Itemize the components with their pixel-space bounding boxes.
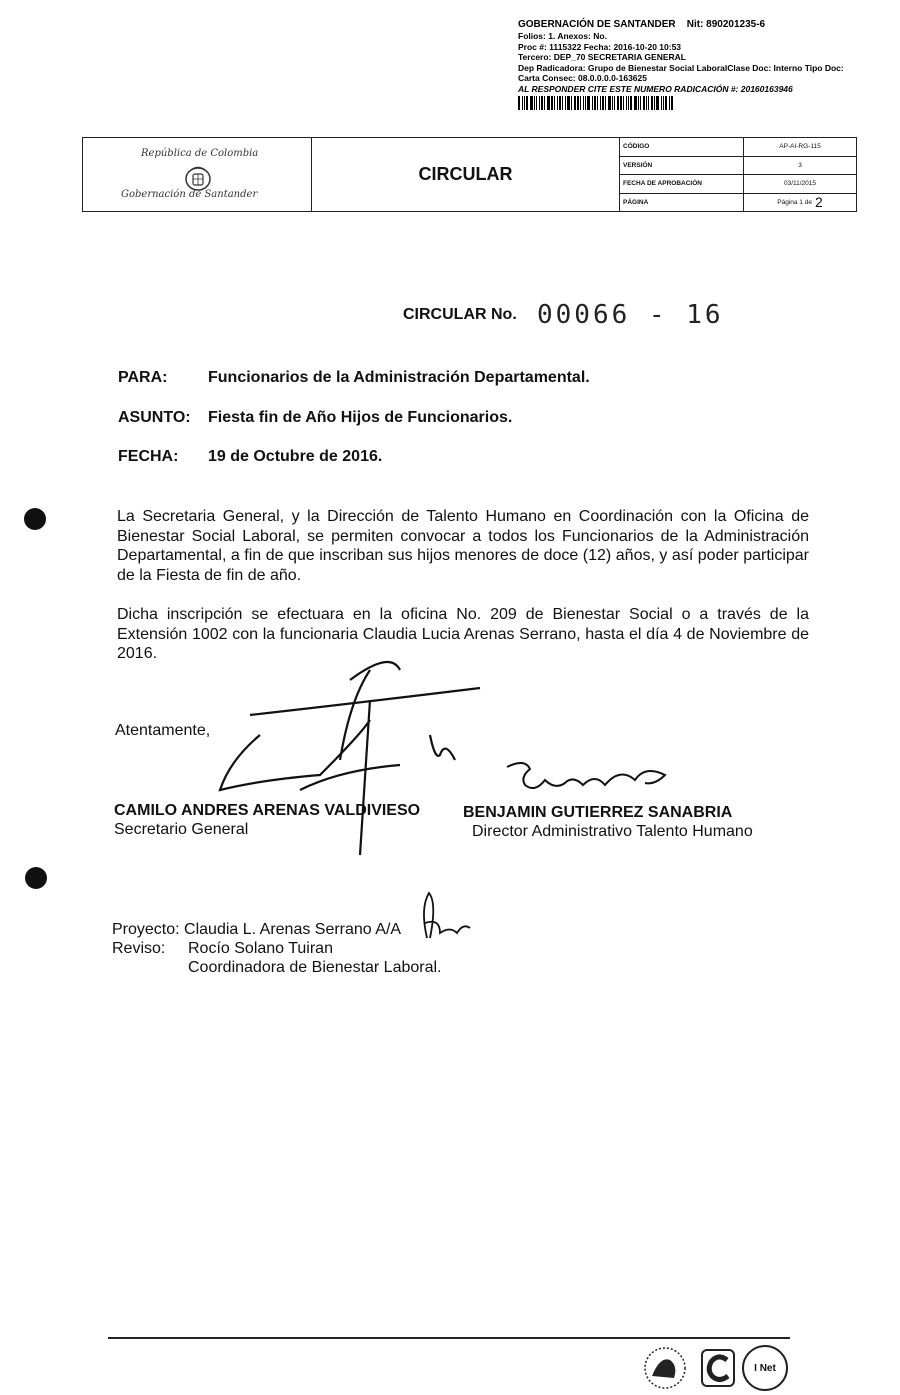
circular-label: CIRCULAR No. (403, 306, 517, 323)
barcode-bar (623, 96, 624, 110)
barcode-bar (638, 96, 639, 110)
barcode-bar (597, 96, 598, 110)
barcode-bar (583, 96, 584, 110)
signer-role: Director Administrativo Talento Humano (472, 823, 753, 840)
inet-badge-text: I Net (754, 1362, 776, 1374)
barcode-bar (628, 96, 629, 110)
logo-bottom-text: Gobernación de Santander (121, 189, 258, 200)
stamp-tercero: Tercero: DEP_70 SECRETARIA GENERAL (518, 52, 686, 63)
barcode-bar (669, 96, 670, 110)
barcode-bar (643, 96, 645, 110)
meta-row-pagina (620, 194, 856, 212)
meta-value: AP-AI-RG-115 (779, 143, 821, 151)
barcode-bar (663, 96, 664, 110)
barcode-bar (554, 96, 555, 110)
paragraph-text: La Secretaria General, y la Dirección de Talento Humano en Coordinación con la Oficina de Bienestar Social Laboral, se permiten convocar a todos los Funcionarios de la Administración Departamental, a fin de que inscriban sus hijos menores de doce (12) años, y así poder participar de la Fiesta de fin de año. (117, 508, 809, 584)
barcode-bar (526, 96, 528, 110)
signer-1 (114, 801, 420, 839)
paragraph-text: Dicha inscripción se efectuara en la oficina No. 209 de Bienestar Social o a través de la Extensión 1002 con la funcionaria Claudia Lucia Arenas Serrano, hasta el día 4 de Noviembre de 2016. (117, 606, 809, 662)
barcode-bar (608, 96, 611, 110)
field-para (118, 369, 590, 387)
field-label: FECHA: (118, 448, 179, 465)
barcode-bar (541, 96, 543, 110)
santander-seal-icon (636, 1346, 694, 1390)
barcode-bar (654, 96, 655, 110)
barcode-bar (547, 96, 550, 110)
barcode-bar (630, 96, 632, 110)
barcode-bar (620, 96, 622, 110)
barcode-bar (544, 96, 545, 110)
header-logo-cell (83, 138, 312, 211)
meta-label: FECHA DE APROBACIÓN (620, 175, 744, 193)
field-value: 19 de Octubre de 2016. (208, 448, 383, 465)
radicado-stamp (518, 18, 848, 110)
barcode-bar (600, 96, 601, 110)
barcode-bar (565, 96, 566, 110)
field-label: ASUNTO: (118, 409, 191, 426)
coat-of-arms-icon (183, 164, 213, 192)
meta-value: 03/11/2015 (783, 180, 817, 188)
barcode-bar (617, 96, 619, 110)
page-total: 2 (814, 194, 823, 211)
barcode-bar (587, 96, 590, 110)
barcode-bar (577, 96, 579, 110)
initials-signature (415, 888, 475, 943)
barcode-bar (530, 96, 533, 110)
barcode-bar (551, 96, 553, 110)
barcode-bar (634, 96, 637, 110)
barcode-bar (536, 96, 537, 110)
barcode-bar (562, 96, 563, 110)
field-value: Funcionarios de la Administración Departamental. (208, 369, 590, 386)
reviso-name: Rocío Solano Tuiran (188, 940, 333, 957)
barcode-bar (661, 96, 662, 110)
header-meta (620, 138, 856, 211)
barcode-bar (571, 96, 572, 110)
field-value: Fiesta fin de Año Hijos de Funcionarios. (208, 409, 513, 426)
meta-label: CÓDIGO (620, 138, 744, 156)
stamp-carta: Carta Consec: 08.0.0.0.0-163625 (518, 73, 647, 84)
barcode-bar (594, 96, 596, 110)
meta-value-page (744, 194, 856, 212)
proyecto-line: Proyecto: Claudia L. Arenas Serrano A/A (112, 921, 402, 938)
binder-hole-icon (25, 867, 47, 889)
barcode-bar (646, 96, 647, 110)
signer-name: BENJAMIN GUTIERREZ SANABRIA (463, 804, 733, 821)
barcode-bar (524, 96, 525, 110)
barcode-bar (651, 96, 653, 110)
barcode-bar (614, 96, 615, 110)
barcode-bar (557, 96, 558, 110)
inet-badge (742, 1345, 788, 1391)
barcode-bar (640, 96, 641, 110)
stamp-folios: Folios: 1. Anexos: No. (518, 31, 607, 41)
footer-rule (108, 1337, 790, 1339)
binder-hole-icon (24, 508, 46, 530)
barcode-bar (605, 96, 606, 110)
meta-row-fecha (620, 175, 856, 194)
stamp-proc: Proc #: 1115322 Fecha: 2016-10-20 10:53 (518, 41, 682, 52)
stamp-nit: Nit: 890201235-6 (686, 19, 766, 30)
barcode-bar (585, 96, 586, 110)
meta-label: PÁGINA (620, 194, 744, 212)
reviso-role: Coordinadora de Bienestar Laboral. (188, 959, 442, 976)
barcode-bar (626, 96, 627, 110)
barcode-bar (665, 96, 667, 110)
barcode-bar (574, 96, 576, 110)
barcode-bar (567, 96, 570, 110)
barcode-bar (580, 96, 581, 110)
document-header-table (82, 137, 857, 212)
barcode (518, 96, 696, 110)
meta-row-codigo (620, 138, 856, 157)
body-paragraph-1 (117, 507, 809, 585)
field-fecha (118, 448, 382, 466)
field-asunto (118, 409, 512, 427)
icontec-logo-icon (700, 1348, 736, 1388)
barcode-bar (612, 96, 613, 110)
stamp-responder: AL RESPONDER CITE ESTE NUMERO RADICACIÓN #: 20160163946 (518, 83, 793, 94)
barcode-bar (539, 96, 540, 110)
barcode-bar (592, 96, 593, 110)
meta-row-version (620, 157, 856, 176)
barcode-bar (602, 96, 604, 110)
barcode-bar (559, 96, 561, 110)
signer-name: CAMILO ANDRES ARENAS VALDIVIESO (114, 802, 421, 819)
barcode-bar (671, 96, 673, 110)
closing: Atentamente, (115, 722, 211, 739)
reviso-label: Reviso: (112, 940, 166, 957)
barcode-bar (522, 96, 523, 110)
header-title: CIRCULAR (312, 138, 620, 211)
barcode-bar (518, 96, 520, 110)
field-label: PARA: (118, 369, 168, 386)
footer-notes (112, 920, 442, 977)
logo-top-text: República de Colombia (141, 148, 259, 159)
stamp-org: GOBERNACIÓN DE SANTANDER (518, 19, 676, 30)
meta-value: 3 (798, 161, 802, 169)
barcode-bar (534, 96, 535, 110)
signer-role: Secretario General (114, 821, 249, 838)
barcode-bar (656, 96, 659, 110)
barcode-bar (648, 96, 649, 110)
page-text: Página 1 de (777, 198, 812, 206)
signer-2 (463, 803, 753, 841)
certification-logos (636, 1345, 788, 1391)
stamp-dep: Dep Radicadora: Grupo de Bienestar Social LaboralClase Doc: Interno Tipo Doc: (518, 62, 844, 73)
meta-label: VERSIÓN (620, 157, 744, 175)
circular-number: 00066 - 16 (537, 300, 724, 330)
signature-benjamin (495, 755, 685, 805)
